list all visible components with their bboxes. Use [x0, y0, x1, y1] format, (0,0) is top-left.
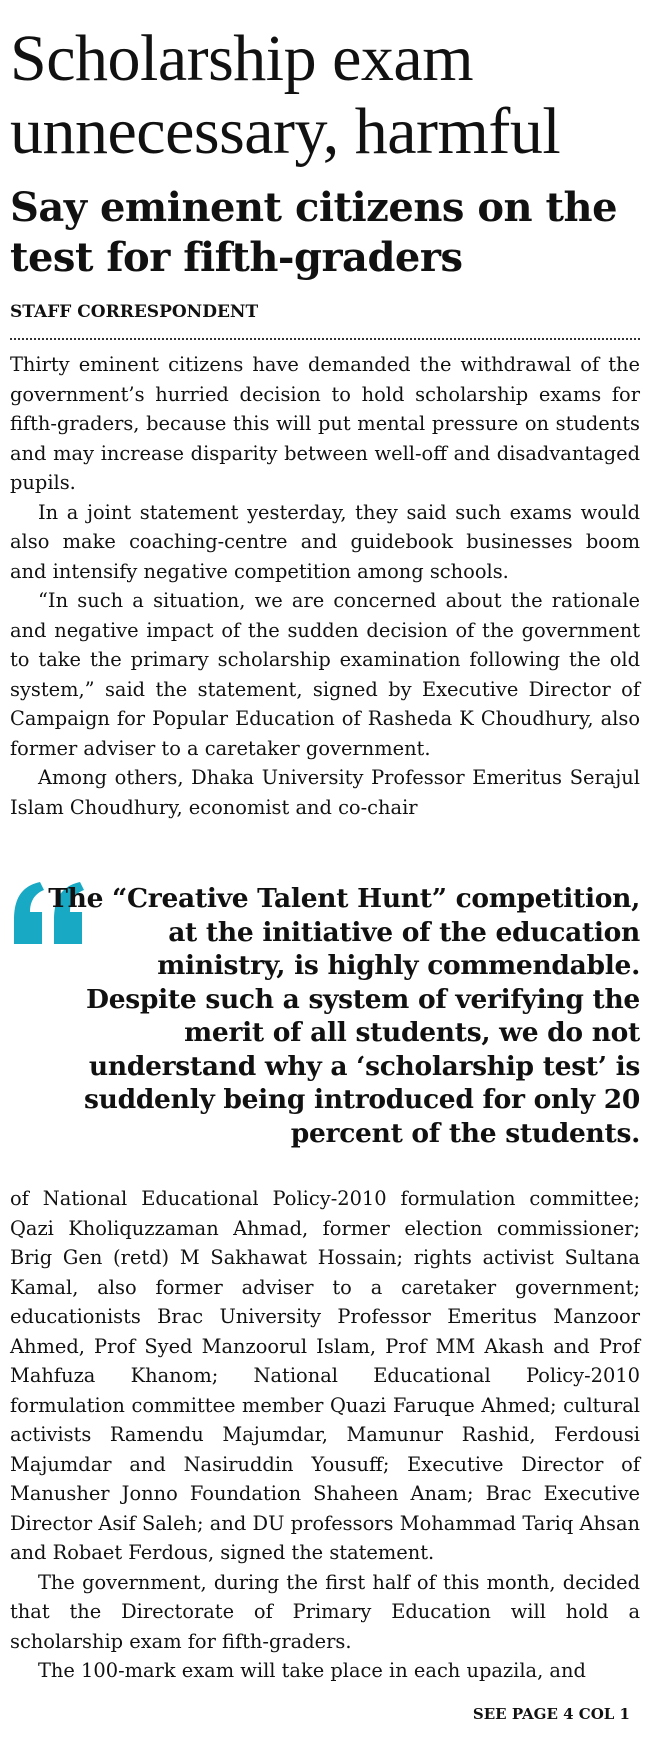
byline: STAFF CORRESPONDENT [10, 302, 259, 322]
continuation-note: SEE PAGE 4 COL 1 [472, 1705, 630, 1723]
headline-line-2: unnecessary, harmful [10, 95, 561, 168]
subhead-line-1: Say eminent citizens on the [10, 184, 618, 231]
paragraph: The 100-mark exam will take place in each upazila, and [38, 1659, 586, 1682]
paragraph: “In such a situation, we are concerned about the rationale and negative impact of the sudden decision of the government to take the primary scholarship examination following the old system,” said the statement, signed by Executive Director of Campaign for Popular Education of Rasheda K Choudhury, also former adviser to a caretaker government. [10, 589, 640, 760]
headline [10, 22, 640, 168]
body-text-part-1 [10, 350, 640, 822]
paragraph: In a joint statement yesterday, they said such exams would also make coaching-centre and guidebook businesses boom and intensify negative competition among schools. [10, 500, 640, 583]
paragraph: The government, during the first half of this month, decided that the Directorate of Primary Education will hold a scholarship exam for fifth-graders. [10, 1570, 640, 1653]
subhead-line-2: test for fifth-graders [10, 234, 463, 281]
paragraph: Thirty eminent citizens have demanded the withdrawal of the government’s hurried decision to hold scholarship exams for fifth-graders, because this will put mental pressure on students and may increase disparity between well-off and disadvantaged pupils. [10, 353, 640, 494]
headline-line-1: Scholarship exam [10, 22, 474, 95]
subheadline [10, 183, 640, 283]
body-text-part-2 [10, 1184, 640, 1686]
paragraph: of National Educational Policy-2010 formulation committee; Qazi Kholiquzzaman Ahmad, former election commissioner; Brig Gen (retd) M Sakhawat Hossain; rights activist Sultana Kamal, also former adviser to a caretaker government; educationists Brac University Professor Emeritus Manzoor Ahmed, Prof Syed Manzoorul Islam, Prof MM Akash and Prof Mahfuza Khanom; National Educational Policy-2010 formulation committee member Quazi Faruque Ahmed; cultural activists Ramendu Majumdar, Mamunur Rashid, Ferdousi Majumdar and Nasiruddin Yousuff; Executive Director of Manusher Jonno Foundation Shaheen Anam; Brac Executive Director Asif Saleh; and DU professors Mohammad Tariq Ahsan and Robaet Ferdous, signed the statement. [10, 1187, 640, 1564]
pull-quote: The “Creative Talent Hunt” competition, at the initiative of the education ministry, is highly commendable. Despite such a system of verifying the merit of all students, we do not understand why a ‘scholarship test’ is suddenly being introduced for only 20 percent of the students. [48, 883, 640, 1149]
paragraph: Among others, Dhaka University Professor Emeritus Serajul Islam Choudhury, economist and co-chair [10, 766, 640, 819]
dotted-divider [10, 338, 640, 340]
